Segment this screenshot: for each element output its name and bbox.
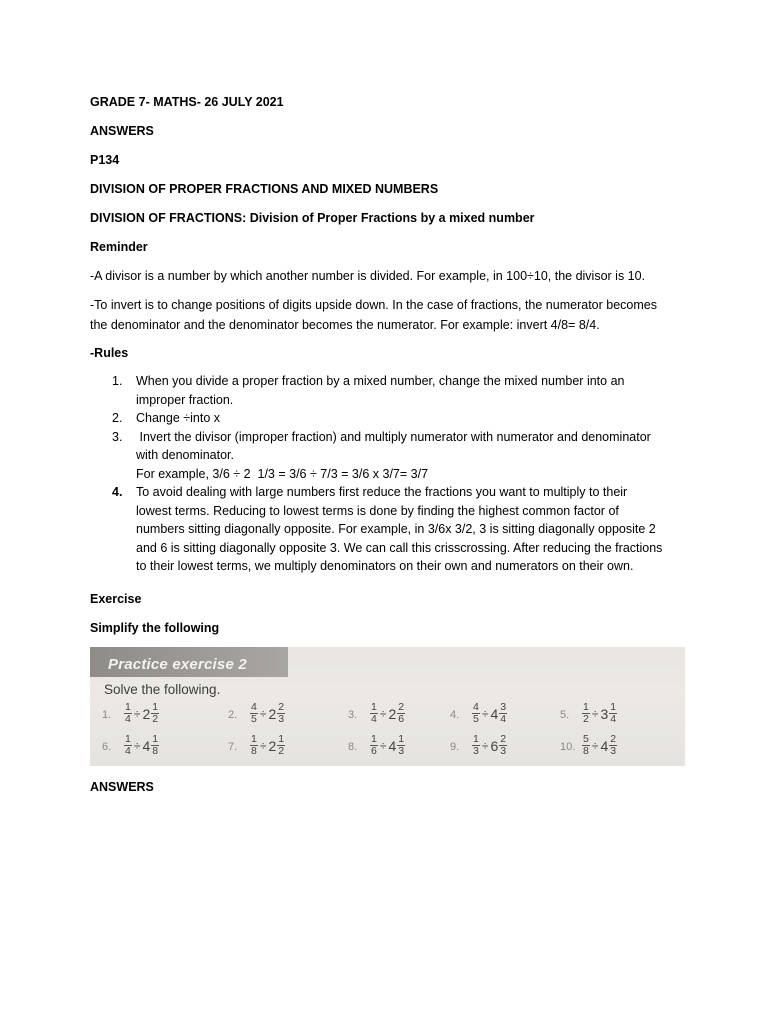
rule-text: When you divide a proper fraction by a mixed number, change the mixed number into an — [136, 374, 625, 388]
fraction — [472, 702, 480, 725]
problem-expression — [250, 734, 285, 757]
fraction — [397, 734, 405, 757]
practice-exercise-title: Practice exercise 2 — [108, 656, 247, 673]
fraction — [250, 734, 258, 757]
problem-expression — [124, 702, 159, 725]
fraction-numerator: 5 — [583, 733, 589, 745]
exercise-instruction: Simplify the following — [90, 621, 220, 635]
divide-sign: ÷ — [259, 706, 267, 721]
fraction-denominator: 2 — [583, 713, 589, 725]
rule-text: To avoid dealing with large numbers first reduce the fractions you want to multiply to their — [136, 485, 628, 499]
problem-expression — [250, 702, 285, 725]
fraction-numerator: 1 — [371, 733, 377, 745]
fraction-denominator: 6 — [371, 745, 377, 757]
exercise-heading: Exercise — [90, 592, 142, 606]
rule-text: improper fraction. — [136, 392, 234, 407]
problem-expression — [370, 734, 405, 757]
fraction — [151, 702, 159, 725]
fraction-numerator: 1 — [473, 733, 479, 745]
fraction-denominator: 8 — [251, 745, 257, 757]
page-reference: P134 — [90, 153, 120, 167]
fraction-numerator: 2 — [610, 733, 617, 745]
document-title: GRADE 7- MATHS- 26 JULY 2021 — [90, 95, 284, 109]
fraction-denominator: 6 — [398, 713, 405, 725]
fraction — [277, 702, 285, 725]
rule-number: 2. — [112, 411, 123, 425]
fraction — [370, 702, 378, 725]
rule-example: For example, 3/6 ÷ 2 1/3 = 3/6 ÷ 7/3 = 3/6 x 3/7= 3/7 — [136, 466, 429, 481]
answers-heading: ANSWERS — [90, 124, 154, 138]
rule-number: 1. — [112, 374, 123, 388]
fraction-denominator: 3 — [610, 745, 617, 757]
rule-text: numbers sitting diagonally opposite. For example, in 3/6x 3/2, 3 is sitting diagonally opposite 2 — [136, 522, 656, 536]
fraction-numerator: 4 — [473, 701, 479, 713]
rules-list — [90, 372, 680, 576]
divide-sign: ÷ — [133, 706, 141, 721]
fraction-denominator: 4 — [125, 745, 131, 757]
fraction — [151, 734, 159, 757]
problem-number: 10. — [560, 741, 576, 753]
fraction — [124, 702, 132, 725]
problem-number: 7. — [228, 741, 238, 753]
invert-definition-line-1: -To invert is to change positions of digits upside down. In the case of fractions, the numerator becomes — [90, 298, 657, 312]
problem-expression — [582, 734, 617, 757]
rule-number: 4. — [112, 485, 123, 499]
fraction-denominator: 5 — [473, 713, 479, 725]
fraction-denominator: 5 — [251, 713, 257, 725]
fraction-denominator: 4 — [125, 713, 131, 725]
fraction-denominator: 4 — [371, 713, 377, 725]
fraction — [250, 702, 258, 725]
fraction-numerator: 1 — [251, 733, 257, 745]
invert-definition-line-2: the denominator and the denominator becomes the numerator. For example: invert 4/8= 8/4. — [90, 318, 600, 332]
rule-number: 3. — [112, 429, 123, 444]
rule-text: lowest terms. Reducing to lowest terms is done by finding the highest common factor of — [136, 503, 619, 518]
rule-text: with denominator. — [136, 448, 234, 462]
divide-sign: ÷ — [591, 706, 599, 721]
divide-sign: ÷ — [259, 738, 267, 753]
rule-text: to their lowest terms, we multiply denominators on their own and numerators on their own. — [136, 559, 634, 573]
problem-number: 5. — [560, 709, 570, 721]
divide-sign: ÷ — [481, 738, 489, 753]
fraction — [582, 702, 590, 725]
fraction-denominator: 4 — [500, 713, 507, 725]
problem-expression — [472, 734, 507, 757]
fraction-denominator: 8 — [583, 745, 589, 757]
fraction-numerator: 3 — [500, 701, 507, 713]
fraction-numerator: 1 — [125, 701, 131, 713]
problem-expression — [124, 734, 159, 757]
mixed-whole-number: 4 — [142, 737, 151, 754]
divisor-definition: -A divisor is a number by which another number is divided. For example, in 100÷10, the divisor is 10. — [90, 269, 646, 283]
fraction — [370, 734, 378, 757]
fraction-numerator: 1 — [278, 733, 285, 745]
fraction — [397, 702, 405, 725]
mixed-whole-number: 2 — [388, 705, 397, 722]
fraction-numerator: 2 — [278, 701, 285, 713]
fraction-numerator: 4 — [251, 701, 257, 713]
rule-item — [90, 409, 680, 428]
fraction-numerator: 1 — [125, 733, 131, 745]
fraction-numerator: 1 — [152, 733, 159, 745]
fraction-denominator: 2 — [278, 745, 285, 757]
fraction — [609, 702, 617, 725]
mixed-whole-number: 2 — [142, 705, 151, 722]
rule-item — [90, 483, 680, 576]
fraction-numerator: 1 — [583, 701, 589, 713]
fraction-numerator: 2 — [398, 701, 405, 713]
problem-expression — [582, 702, 617, 725]
rule-item — [90, 372, 680, 409]
problem-number: 2. — [228, 709, 238, 721]
fraction-numerator: 1 — [610, 701, 617, 713]
divide-sign: ÷ — [591, 738, 599, 753]
subtopic-heading: DIVISION OF FRACTIONS: Division of Proper Fractions by a mixed number — [90, 211, 535, 225]
practice-exercise-photo — [90, 647, 685, 766]
answers-footer-heading: ANSWERS — [90, 780, 154, 794]
mixed-whole-number: 4 — [600, 737, 609, 754]
fraction-denominator: 3 — [398, 745, 405, 757]
fraction — [609, 734, 617, 757]
divide-sign: ÷ — [379, 738, 387, 753]
fraction-numerator: 2 — [500, 733, 507, 745]
rules-heading: -Rules — [90, 346, 129, 360]
fraction-denominator: 3 — [500, 745, 507, 757]
problem-expression — [472, 702, 507, 725]
fraction — [124, 734, 132, 757]
divide-sign: ÷ — [481, 706, 489, 721]
problem-number: 9. — [450, 741, 460, 753]
fraction-numerator: 1 — [398, 733, 405, 745]
problem-number: 1. — [102, 709, 112, 721]
rule-text: Change ÷into x — [136, 411, 220, 425]
fraction-denominator: 3 — [473, 745, 479, 757]
fraction-numerator: 1 — [152, 701, 159, 713]
mixed-whole-number: 3 — [600, 705, 609, 722]
mixed-whole-number: 4 — [490, 705, 499, 722]
topic-heading: DIVISION OF PROPER FRACTIONS AND MIXED NUMBERS — [90, 182, 439, 196]
fraction — [499, 702, 507, 725]
rule-item — [90, 428, 680, 484]
problem-expression — [370, 702, 405, 725]
problem-number: 4. — [450, 709, 460, 721]
practice-exercise-subtitle: Solve the following. — [104, 682, 221, 697]
fraction-numerator: 1 — [371, 701, 377, 713]
fraction — [277, 734, 285, 757]
fraction-denominator: 2 — [152, 713, 159, 725]
reminder-heading: Reminder — [90, 240, 148, 254]
fraction-denominator: 8 — [152, 745, 159, 757]
divide-sign: ÷ — [379, 706, 387, 721]
rule-text: and 6 is sitting diagonally opposite 3. We can call this crisscrossing. After reducing the fractions — [136, 540, 663, 555]
mixed-whole-number: 6 — [490, 737, 499, 754]
problem-number: 6. — [102, 741, 112, 753]
fraction-denominator: 3 — [278, 713, 285, 725]
fraction — [582, 734, 590, 757]
fraction-denominator: 4 — [610, 713, 617, 725]
mixed-whole-number: 2 — [268, 705, 277, 722]
mixed-whole-number: 4 — [388, 737, 397, 754]
fraction — [472, 734, 480, 757]
problem-number: 8. — [348, 741, 358, 753]
divide-sign: ÷ — [133, 738, 141, 753]
problem-number: 3. — [348, 709, 358, 721]
fraction — [499, 734, 507, 757]
mixed-whole-number: 2 — [268, 737, 277, 754]
rule-text: Invert the divisor (improper fraction) and multiply numerator with numerator and denominator — [136, 429, 651, 444]
